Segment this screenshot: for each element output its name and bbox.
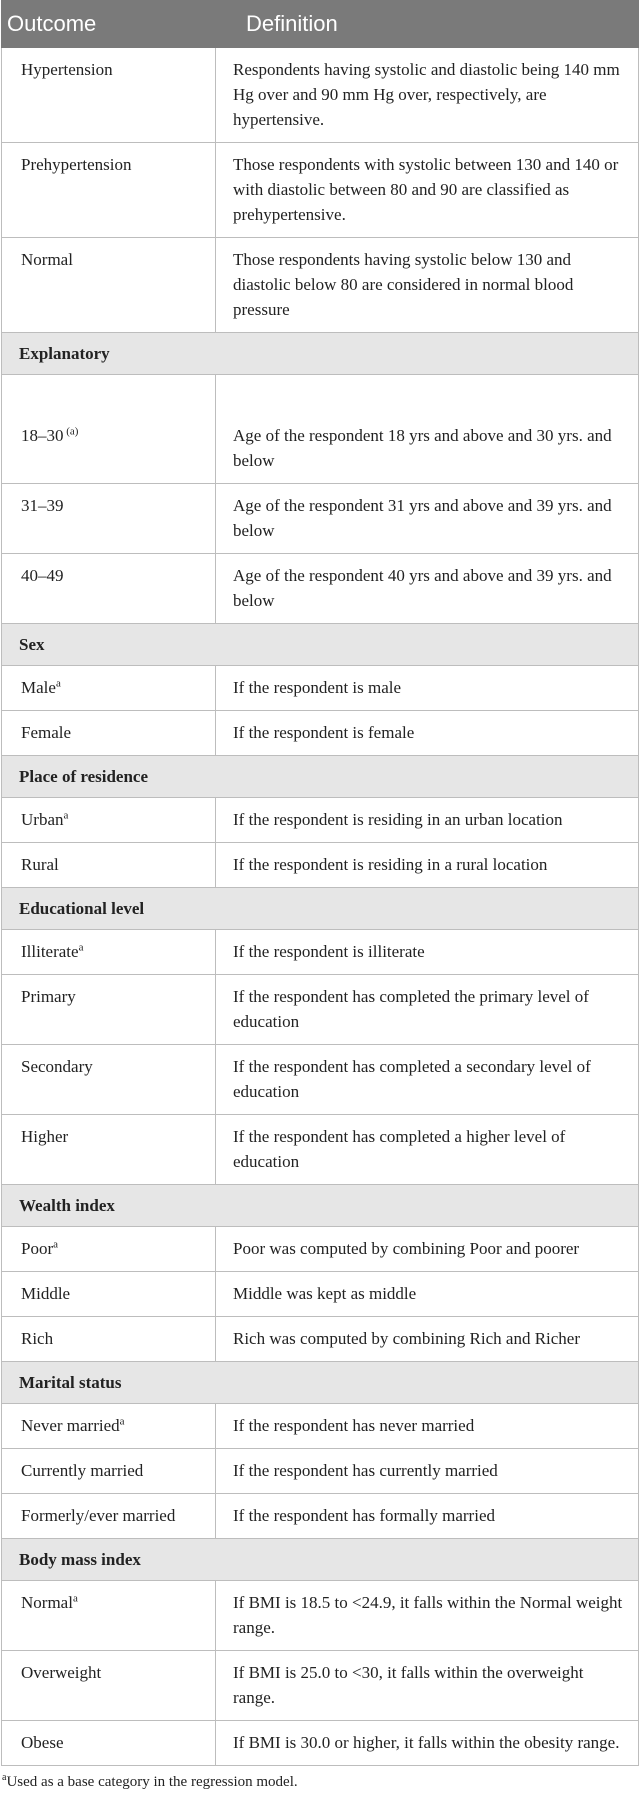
row-label-cell bbox=[2, 1227, 216, 1272]
section-row bbox=[2, 1539, 639, 1581]
row-label: Urban bbox=[21, 810, 64, 829]
header-row bbox=[2, 1, 639, 48]
section-row bbox=[2, 888, 639, 930]
section-heading: Wealth index bbox=[2, 1185, 639, 1227]
row-definition: If the respondent has completed a secondary level of education bbox=[216, 1045, 639, 1115]
row-label-footnote-mark: a bbox=[78, 941, 84, 954]
row-definition: If BMI is 18.5 to <24.9, it falls within the Normal weight range. bbox=[216, 1581, 639, 1651]
row-label-cell bbox=[2, 1317, 216, 1362]
row-label: Poor bbox=[21, 1239, 54, 1258]
row-definition: Age of the respondent 18 yrs and above and 30 yrs. and below bbox=[216, 375, 639, 484]
table-row bbox=[2, 798, 639, 843]
table-row bbox=[2, 1404, 639, 1449]
table-row bbox=[2, 1449, 639, 1494]
row-label-cell bbox=[2, 975, 216, 1045]
row-label: Hypertension bbox=[21, 60, 113, 79]
row-label: Illiterate bbox=[21, 942, 79, 961]
row-label-footnote-mark: a bbox=[119, 1415, 125, 1428]
table-row bbox=[2, 1581, 639, 1651]
row-label-cell bbox=[2, 666, 216, 711]
table-row bbox=[2, 48, 639, 143]
row-label-cell bbox=[2, 1721, 216, 1766]
section-row bbox=[2, 1362, 639, 1404]
row-label: Formerly/ever married bbox=[21, 1506, 176, 1525]
row-label-cell bbox=[2, 930, 216, 975]
section-row bbox=[2, 1185, 639, 1227]
table-row bbox=[2, 1227, 639, 1272]
table-row bbox=[2, 711, 639, 756]
row-definition: Age of the respondent 40 yrs and above and 39 yrs. and below bbox=[216, 554, 639, 624]
table-row bbox=[2, 666, 639, 711]
row-definition: If BMI is 25.0 to <30, it falls within the overweight range. bbox=[216, 1651, 639, 1721]
row-label-cell bbox=[2, 1404, 216, 1449]
row-label-cell bbox=[2, 48, 216, 143]
table-row bbox=[2, 1115, 639, 1185]
section-row bbox=[2, 624, 639, 666]
table-row bbox=[2, 1317, 639, 1362]
row-label-cell bbox=[2, 1272, 216, 1317]
row-label-cell bbox=[2, 554, 216, 624]
row-label-cell bbox=[2, 843, 216, 888]
row-label: Rich bbox=[21, 1329, 54, 1348]
section-row bbox=[2, 756, 639, 798]
row-definition: If the respondent has completed a higher level of education bbox=[216, 1115, 639, 1185]
row-label-cell bbox=[2, 798, 216, 843]
table-row bbox=[2, 930, 639, 975]
row-label-footnote-mark: a bbox=[72, 1592, 78, 1605]
definitions-table bbox=[1, 0, 639, 1766]
footnote-text: Used as a base category in the regression model. bbox=[6, 1774, 298, 1790]
section-heading: Body mass index bbox=[2, 1539, 639, 1581]
row-definition: If the respondent is residing in an urban location bbox=[216, 798, 639, 843]
header-definition: Definition bbox=[216, 1, 639, 48]
table-row bbox=[2, 975, 639, 1045]
section-heading: Sex bbox=[2, 624, 639, 666]
footnote-mark: a bbox=[2, 1772, 7, 1783]
section-heading: Educational level bbox=[2, 888, 639, 930]
row-label: 18–30 bbox=[21, 426, 64, 445]
footnote bbox=[2, 1774, 639, 1791]
row-label-cell bbox=[2, 375, 216, 484]
table-row bbox=[2, 1721, 639, 1766]
section-heading: Explanatory bbox=[2, 333, 639, 375]
row-label: Normal bbox=[21, 250, 73, 269]
row-label: Never married bbox=[21, 1416, 120, 1435]
row-label: Secondary bbox=[21, 1057, 93, 1076]
row-label-cell bbox=[2, 711, 216, 756]
row-definition: Those respondents with systolic between 130 and 140 or with diastolic between 80 and 90 are classified as prehypertensive. bbox=[216, 143, 639, 238]
row-label: Normal bbox=[21, 1593, 73, 1612]
table-row bbox=[2, 554, 639, 624]
row-label-footnote-mark: a bbox=[55, 677, 61, 690]
row-definition: If the respondent has formally married bbox=[216, 1494, 639, 1539]
row-label: Obese bbox=[21, 1733, 64, 1752]
row-definition: Middle was kept as middle bbox=[216, 1272, 639, 1317]
row-definition: If the respondent has never married bbox=[216, 1404, 639, 1449]
row-label: Higher bbox=[21, 1127, 69, 1146]
row-definition: If BMI is 30.0 or higher, it falls within the obesity range. bbox=[216, 1721, 639, 1766]
row-definition: If the respondent is female bbox=[216, 711, 639, 756]
row-label-footnote-mark: (a) bbox=[63, 425, 79, 438]
row-label-footnote-mark: a bbox=[53, 1238, 59, 1251]
table-row bbox=[2, 1494, 639, 1539]
row-label: Prehypertension bbox=[21, 155, 132, 174]
table-row bbox=[2, 375, 639, 484]
row-definition: Poor was computed by combining Poor and poorer bbox=[216, 1227, 639, 1272]
row-definition: Respondents having systolic and diastolic being 140 mm Hg over and 90 mm Hg over, respectively, are hypertensive. bbox=[216, 48, 639, 143]
row-label-cell bbox=[2, 1581, 216, 1651]
table-row bbox=[2, 1045, 639, 1115]
row-label-cell bbox=[2, 238, 216, 333]
row-label-cell bbox=[2, 1045, 216, 1115]
row-definition: Rich was computed by combining Rich and Richer bbox=[216, 1317, 639, 1362]
section-row bbox=[2, 333, 639, 375]
table-row bbox=[2, 1272, 639, 1317]
row-label-cell bbox=[2, 143, 216, 238]
row-label-cell bbox=[2, 484, 216, 554]
row-label: Female bbox=[21, 723, 72, 742]
row-definition: If the respondent is illiterate bbox=[216, 930, 639, 975]
section-heading: Marital status bbox=[2, 1362, 639, 1404]
row-definition: If the respondent is male bbox=[216, 666, 639, 711]
row-label-cell bbox=[2, 1494, 216, 1539]
row-label: Primary bbox=[21, 987, 76, 1006]
row-label-cell bbox=[2, 1651, 216, 1721]
table-row bbox=[2, 843, 639, 888]
table-body bbox=[2, 48, 639, 1766]
row-label: Overweight bbox=[21, 1663, 102, 1682]
row-definition: If the respondent is residing in a rural location bbox=[216, 843, 639, 888]
table-row bbox=[2, 238, 639, 333]
row-definition: Those respondents having systolic below 130 and diastolic below 80 are considered in normal blood pressure bbox=[216, 238, 639, 333]
row-label: 40–49 bbox=[21, 566, 64, 585]
row-label: Rural bbox=[21, 855, 59, 874]
row-label-cell bbox=[2, 1115, 216, 1185]
table-row bbox=[2, 1651, 639, 1721]
row-label-footnote-mark: a bbox=[63, 809, 69, 822]
row-definition: If the respondent has currently married bbox=[216, 1449, 639, 1494]
table-row bbox=[2, 484, 639, 554]
header-outcome: Outcome bbox=[2, 1, 216, 48]
row-label: Currently married bbox=[21, 1461, 144, 1480]
row-label: 31–39 bbox=[21, 496, 64, 515]
row-label: Male bbox=[21, 678, 56, 697]
table-row bbox=[2, 143, 639, 238]
row-label-cell bbox=[2, 1449, 216, 1494]
section-heading: Place of residence bbox=[2, 756, 639, 798]
row-definition: Age of the respondent 31 yrs and above and 39 yrs. and below bbox=[216, 484, 639, 554]
row-definition: If the respondent has completed the primary level of education bbox=[216, 975, 639, 1045]
row-label: Middle bbox=[21, 1284, 71, 1303]
